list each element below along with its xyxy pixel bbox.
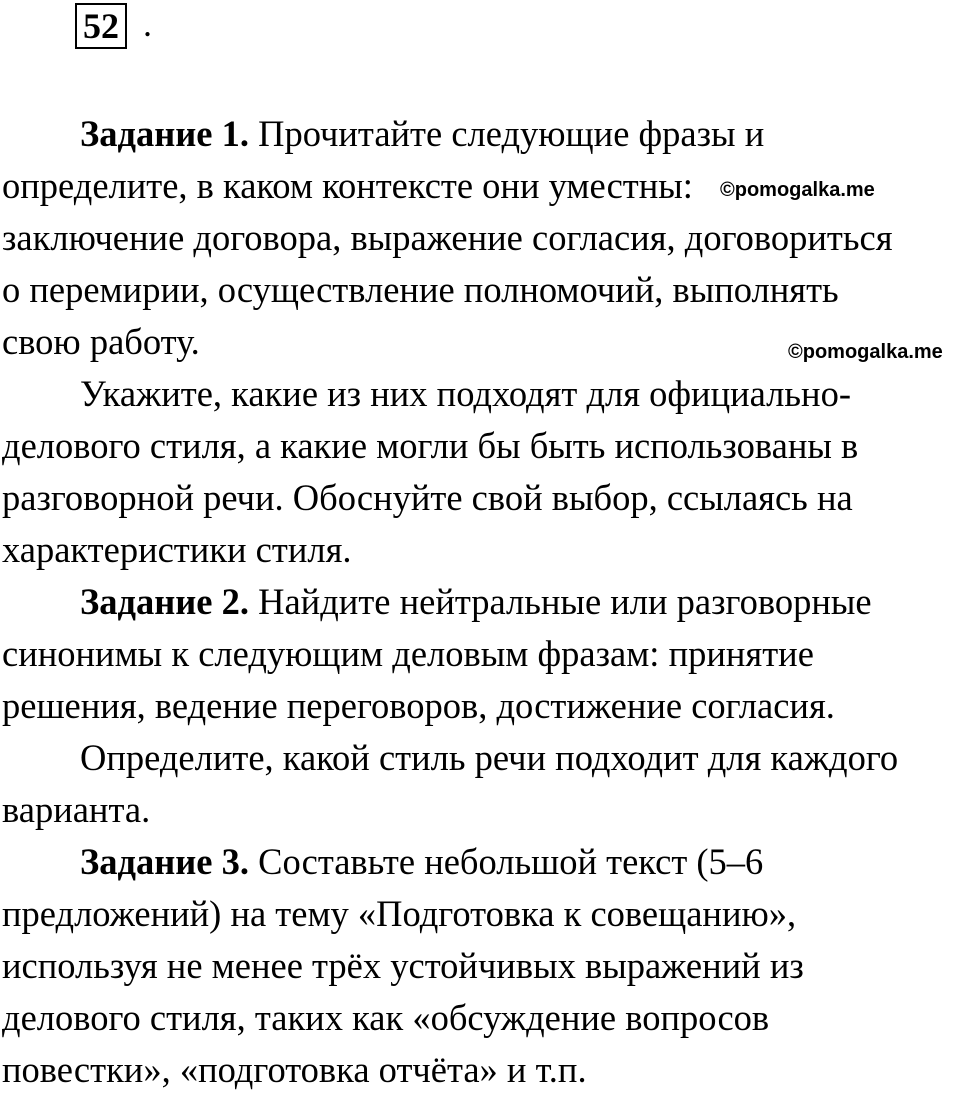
task2-para2-line-2: варианта. (2, 789, 151, 830)
watermark-top: ©pomogalka.me (720, 179, 875, 201)
task1-line-2: определите, в каком контексте они уместны: (2, 165, 693, 206)
task1-para2-line-1: Укажите, какие из них подходят для официально- (80, 373, 851, 414)
exercise-number-dot: . (143, 4, 152, 44)
task2-para2-line-1: Определите, какой стиль речи подходит для каждого (80, 737, 899, 778)
task2-line-3: решения, ведение переговоров, достижение согласия. (2, 685, 835, 726)
task3-line-4: делового стиля, таких как «обсуждение вопросов (2, 997, 770, 1038)
task3-heading: Задание 3. (80, 841, 249, 882)
task2-heading: Задание 2. (80, 581, 249, 622)
task1-line-5: свою работу. (2, 321, 200, 362)
exercise-number: 52 (83, 6, 119, 46)
task1-para2-line-3: разговорной речи. Обоснуйте свой выбор, ссылаясь на (2, 477, 853, 518)
task3-line-5: повестки», «подготовка отчёта» и т.п. (2, 1049, 587, 1090)
task1-line-3: заключение договора, выражение согласия, договориться (2, 217, 893, 258)
task1-para2-line-4: характеристики стиля. (2, 529, 352, 570)
task3-line-2: предложений) на тему «Подготовка к совещанию», (2, 893, 797, 934)
task1-para2-line-2: делового стиля, а какие могли бы быть использованы в (2, 425, 859, 466)
watermark-middle: ©pomogalka.me (788, 341, 943, 363)
task1-heading: Задание 1. (80, 113, 249, 154)
exercise-number-box (75, 3, 127, 49)
task3-line-1: Задание 3. Составьте небольшой текст (5–6 (80, 841, 764, 882)
task2-line-1: Задание 2. Найдите нейтральные или разговорные (80, 581, 872, 622)
exercise-text (2, 108, 960, 1096)
task1-line-1: Задание 1. Прочитайте следующие фразы и (80, 113, 765, 154)
task3-line-3: используя не менее трёх устойчивых выражений из (2, 945, 804, 986)
task1-line-4: о перемирии, осуществление полномочий, выполнять (2, 269, 839, 310)
task2-line-2: синонимы к следующим деловым фразам: принятие (2, 633, 814, 674)
